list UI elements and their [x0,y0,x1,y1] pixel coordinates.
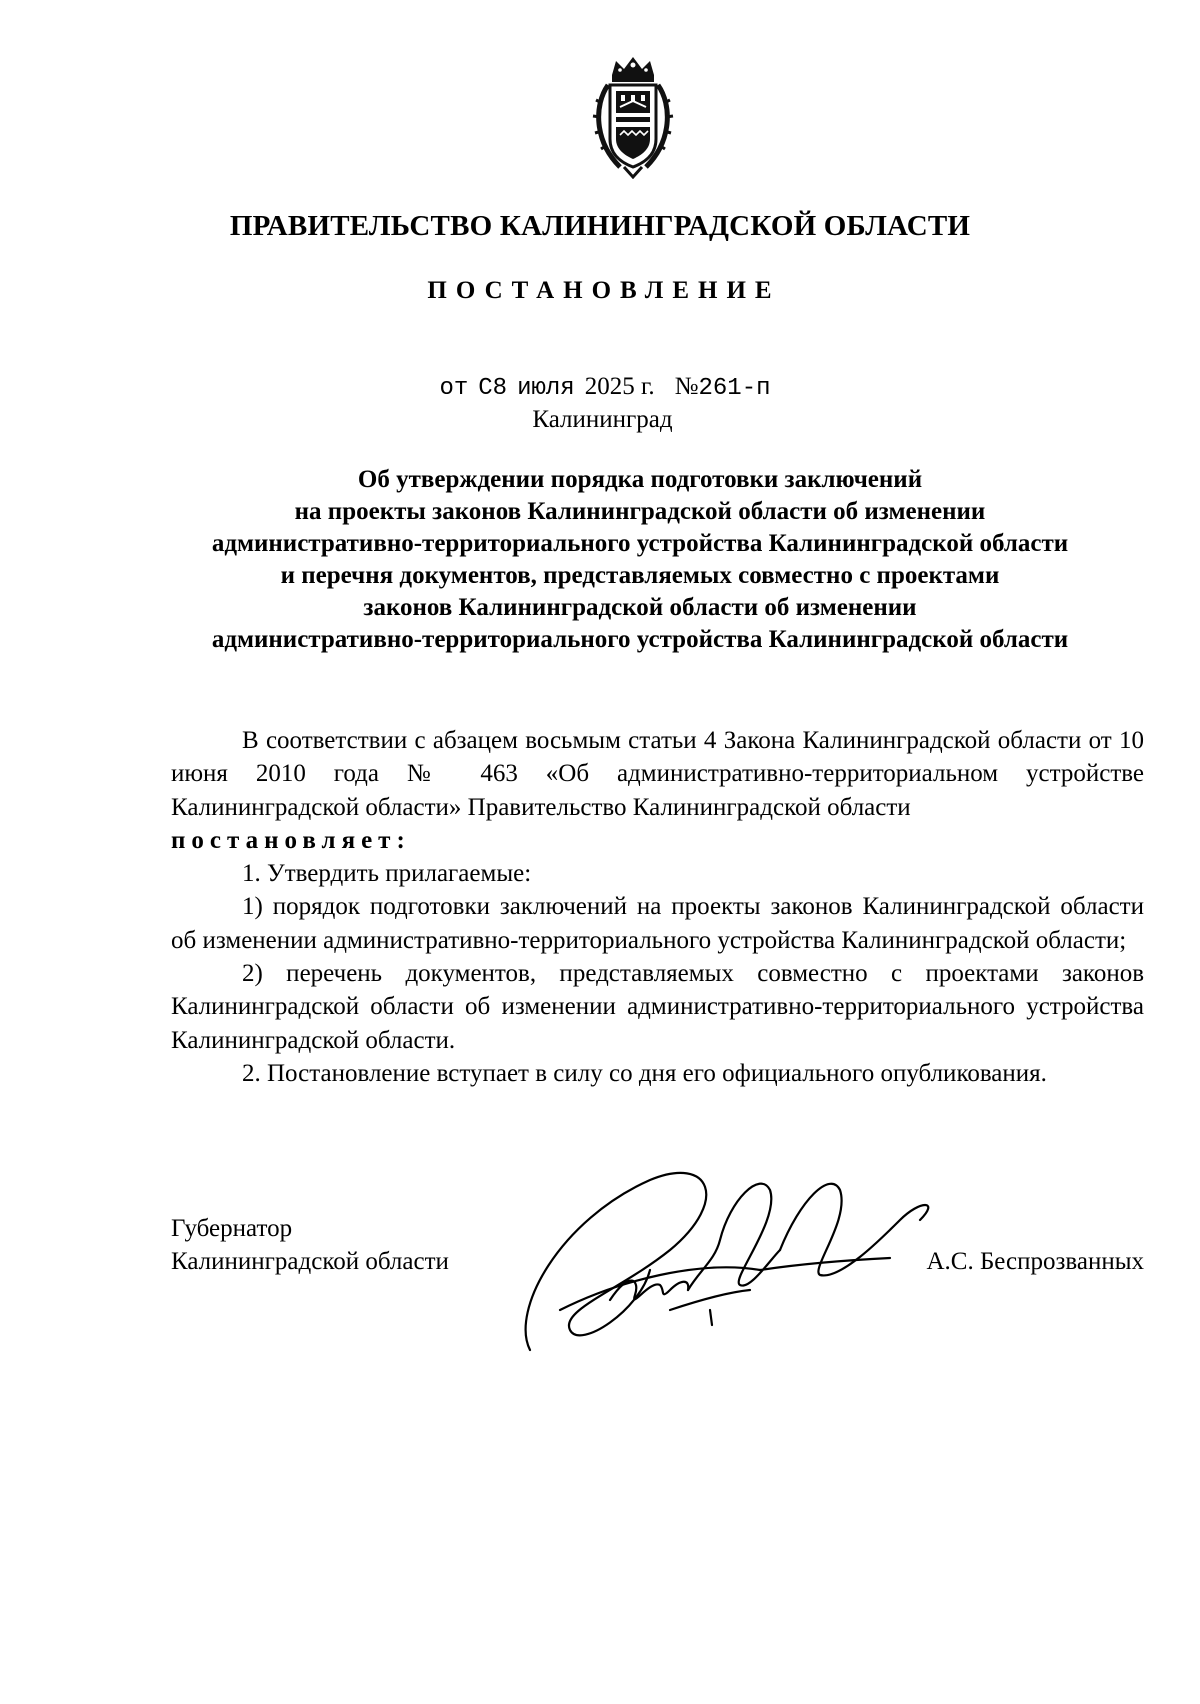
signature-icon [500,1160,950,1370]
position-line: Калининградской области [171,1248,449,1275]
signer-position [171,1212,449,1278]
coat-of-arms-icon [590,55,676,179]
preamble: В соответствии с абзацем восьмым статьи 4 Закона Калининградской области от 10 июня 2010 года № 463 «Об административно-территориальном устройстве Калининградской области» Правительство Калининградской области [171,727,1144,821]
city: Калининград [532,406,673,433]
title-line: Об утверждении порядка подготовки заключений [357,466,923,493]
title-line: и перечня документов, представляемых совместно с проектами [280,562,1000,589]
title-line: законов Калининградской области об изменении [363,594,917,621]
signer-name: А.С. Беспрозванных [926,1248,1144,1275]
document-number: 261-п [698,375,771,402]
position-line: Губернатор [171,1215,293,1242]
title-line: на проекты законов Калининградской области об изменении [294,498,986,525]
date-month: июля [517,375,575,402]
number-sign: № [674,373,699,400]
document-type: ПОСТАНОВЛЕНИЕ [427,277,781,304]
title-line: административно-территориального устройства Калининградской области [211,626,1069,653]
government-name: ПРАВИТЕЛЬСТВО КАЛИНИНГРАДСКОЙ ОБЛАСТИ [229,210,971,242]
date-prefix: от [439,375,469,402]
title-line: административно-территориального устройства Калининградской области [211,530,1069,557]
document-body [171,724,1144,1090]
document-title [160,464,1120,656]
date-year: 2025 г. [584,373,655,400]
document-date-number [0,373,1200,402]
date-day: С8 [478,375,508,402]
item-1: 1. Утвердить прилагаемые: [242,860,532,888]
item-1-2: 2) перечень документов, представляемых совместно с проектами законов Калининградской области об изменении административно-территориального устройства Калининградской области. [171,960,1144,1054]
decree-word: постановляет: [171,826,411,854]
item-1-1: 1) порядок подготовки заключений на проекты законов Калининградской области об изменении административно-территориального устройства Калининградской области; [171,893,1144,954]
item-2: 2. Постановление вступает в силу со дня его официального опубликования. [242,1059,1047,1087]
